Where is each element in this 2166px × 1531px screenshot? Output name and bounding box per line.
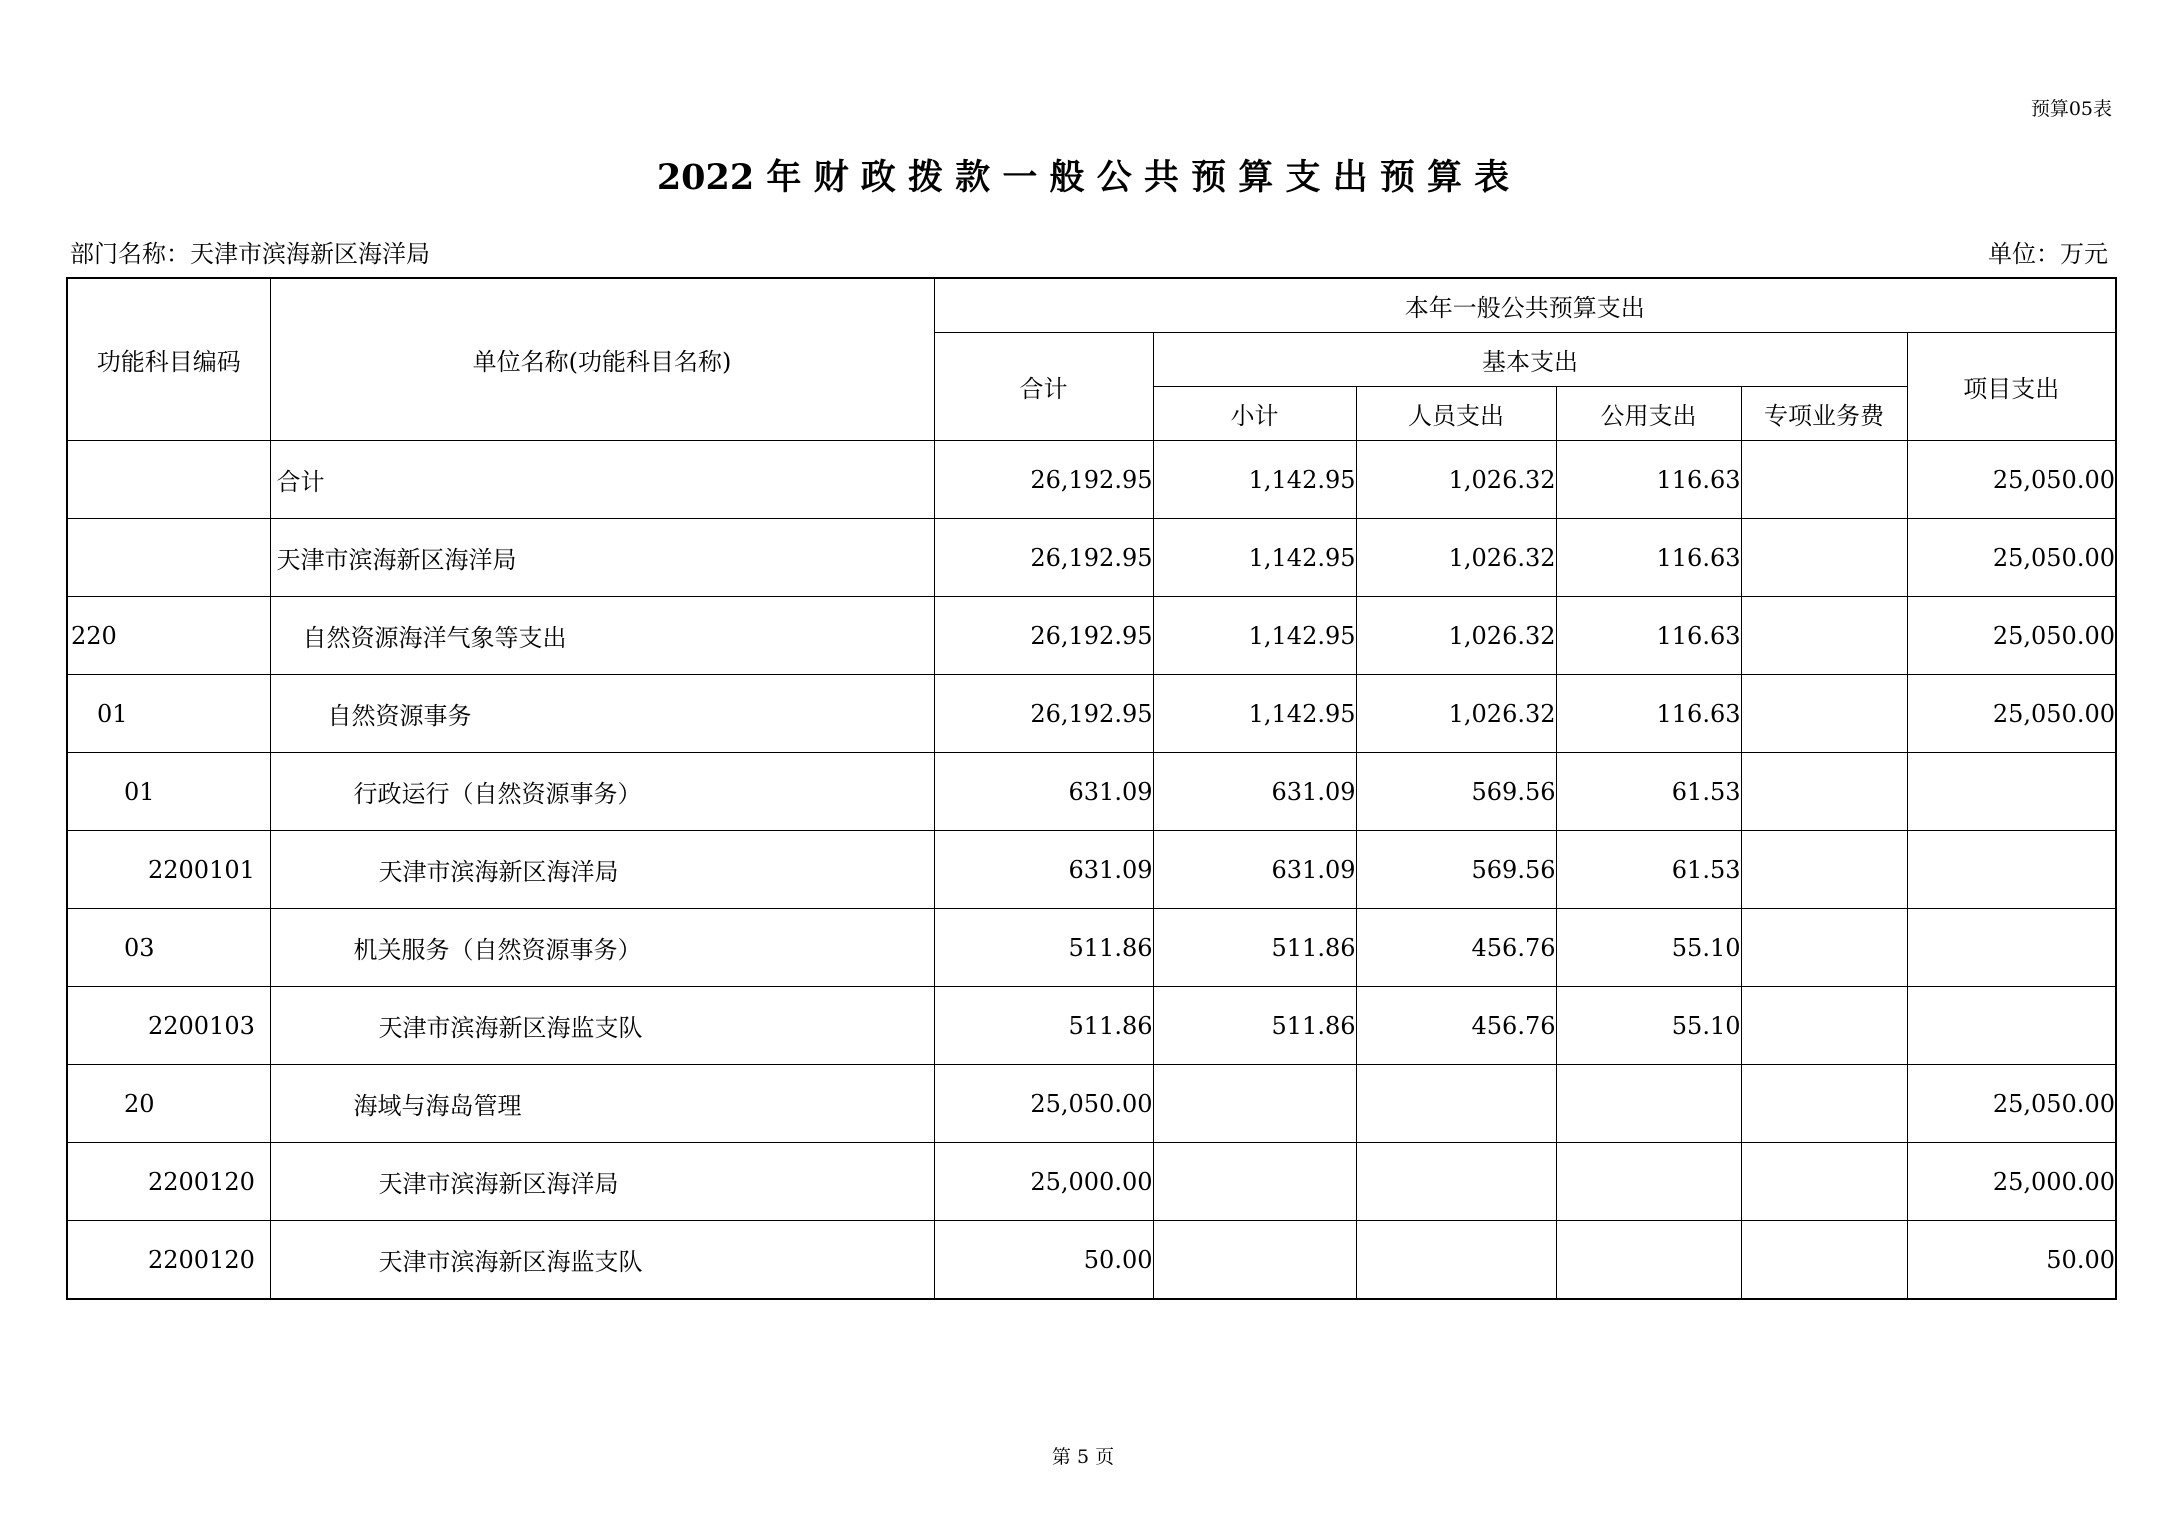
cell-code: 03 [67,909,270,987]
table-row [67,441,2116,519]
header-personnel: 人员支出 [1356,387,1556,441]
cell-code: 20 [67,1065,270,1143]
cell-name: 天津市滨海新区海洋局 [270,1143,934,1221]
cell-public [1556,1065,1741,1143]
table-row [67,909,2116,987]
cell-project: 25,050.00 [1907,1065,2116,1143]
header-public: 公用支出 [1556,387,1741,441]
cell-total: 26,192.95 [934,597,1153,675]
cell-code: 01 [67,753,270,831]
cell-total: 511.86 [934,987,1153,1065]
cell-personnel [1356,1143,1556,1221]
cell-name: 天津市滨海新区海监支队 [270,987,934,1065]
cell-special [1741,909,1907,987]
cell-project [1907,909,2116,987]
cell-public: 116.63 [1556,597,1741,675]
cell-personnel: 1,026.32 [1356,519,1556,597]
form-number: 预算05表 [2030,98,2112,120]
cell-subtotal: 511.86 [1153,987,1356,1065]
cell-name: 合计 [270,441,934,519]
table-body [67,441,2116,1300]
cell-public: 116.63 [1556,441,1741,519]
cell-name: 自然资源海洋气象等支出 [270,597,934,675]
table-row [67,1065,2116,1143]
cell-total: 631.09 [934,831,1153,909]
header-name: 单位名称(功能科目名称) [270,278,934,441]
cell-subtotal: 1,142.95 [1153,519,1356,597]
table-row [67,1221,2116,1300]
cell-project: 25,050.00 [1907,441,2116,519]
table-row [67,597,2116,675]
table-row [67,987,2116,1065]
header-code: 功能科目编码 [67,278,270,441]
cell-name: 天津市滨海新区海洋局 [270,831,934,909]
cell-personnel: 569.56 [1356,831,1556,909]
header-subtotal: 小计 [1153,387,1356,441]
cell-total: 26,192.95 [934,675,1153,753]
header-special: 专项业务费 [1741,387,1907,441]
cell-public [1556,1143,1741,1221]
cell-special [1741,753,1907,831]
header-total: 合计 [934,333,1153,441]
cell-project: 25,000.00 [1907,1143,2116,1221]
cell-project [1907,831,2116,909]
cell-special [1741,597,1907,675]
cell-public: 55.10 [1556,987,1741,1065]
cell-name: 天津市滨海新区海洋局 [270,519,934,597]
cell-project [1907,987,2116,1065]
budget-table [66,277,2117,1300]
header-basic: 基本支出 [1153,333,1907,387]
cell-subtotal: 1,142.95 [1153,441,1356,519]
cell-total: 26,192.95 [934,519,1153,597]
cell-special [1741,1143,1907,1221]
cell-name: 天津市滨海新区海监支队 [270,1221,934,1300]
header-project: 项目支出 [1907,333,2116,441]
table-header [67,278,2116,441]
cell-personnel [1356,1065,1556,1143]
unit-label: 单位：万元 [1988,240,2108,268]
cell-special [1741,831,1907,909]
cell-total: 511.86 [934,909,1153,987]
header-current-year: 本年一般公共预算支出 [934,278,2116,333]
cell-subtotal: 631.09 [1153,831,1356,909]
cell-public: 61.53 [1556,831,1741,909]
cell-code: 220 [67,597,270,675]
cell-public: 116.63 [1556,675,1741,753]
cell-name: 行政运行（自然资源事务） [270,753,934,831]
cell-code: 2200120 [67,1143,270,1221]
cell-project: 25,050.00 [1907,519,2116,597]
cell-subtotal: 1,142.95 [1153,675,1356,753]
cell-project: 25,050.00 [1907,675,2116,753]
cell-subtotal [1153,1065,1356,1143]
cell-personnel [1356,1221,1556,1300]
cell-special [1741,675,1907,753]
cell-public [1556,1221,1741,1300]
cell-total: 50.00 [934,1221,1153,1300]
cell-personnel: 1,026.32 [1356,597,1556,675]
cell-subtotal: 631.09 [1153,753,1356,831]
cell-name: 海域与海岛管理 [270,1065,934,1143]
cell-project: 50.00 [1907,1221,2116,1300]
table-row [67,831,2116,909]
cell-project [1907,753,2116,831]
cell-code: 2200103 [67,987,270,1065]
cell-public: 61.53 [1556,753,1741,831]
cell-code [67,519,270,597]
page-number: 第 5 页 [1051,1446,1115,1468]
cell-total: 25,050.00 [934,1065,1153,1143]
cell-personnel: 1,026.32 [1356,441,1556,519]
cell-project: 25,050.00 [1907,597,2116,675]
cell-total: 631.09 [934,753,1153,831]
cell-code: 2200101 [67,831,270,909]
table-row [67,1143,2116,1221]
cell-special [1741,519,1907,597]
cell-total: 25,000.00 [934,1143,1153,1221]
cell-subtotal [1153,1221,1356,1300]
table-row [67,675,2116,753]
cell-code: 01 [67,675,270,753]
cell-personnel: 456.76 [1356,909,1556,987]
cell-subtotal: 511.86 [1153,909,1356,987]
cell-personnel: 569.56 [1356,753,1556,831]
cell-public: 116.63 [1556,519,1741,597]
cell-subtotal [1153,1143,1356,1221]
page-title: 2022 年 财 政 拨 款 一 般 公 共 预 算 支 出 预 算 表 [656,157,1510,198]
cell-name: 机关服务（自然资源事务） [270,909,934,987]
cell-subtotal: 1,142.95 [1153,597,1356,675]
cell-personnel: 456.76 [1356,987,1556,1065]
cell-special [1741,1065,1907,1143]
cell-code: 2200120 [67,1221,270,1300]
cell-special [1741,987,1907,1065]
cell-public: 55.10 [1556,909,1741,987]
cell-code [67,441,270,519]
cell-personnel: 1,026.32 [1356,675,1556,753]
table-row [67,519,2116,597]
cell-special [1741,441,1907,519]
table-row [67,753,2116,831]
cell-name: 自然资源事务 [270,675,934,753]
department-name: 部门名称：天津市滨海新区海洋局 [70,240,430,268]
cell-special [1741,1221,1907,1300]
cell-total: 26,192.95 [934,441,1153,519]
